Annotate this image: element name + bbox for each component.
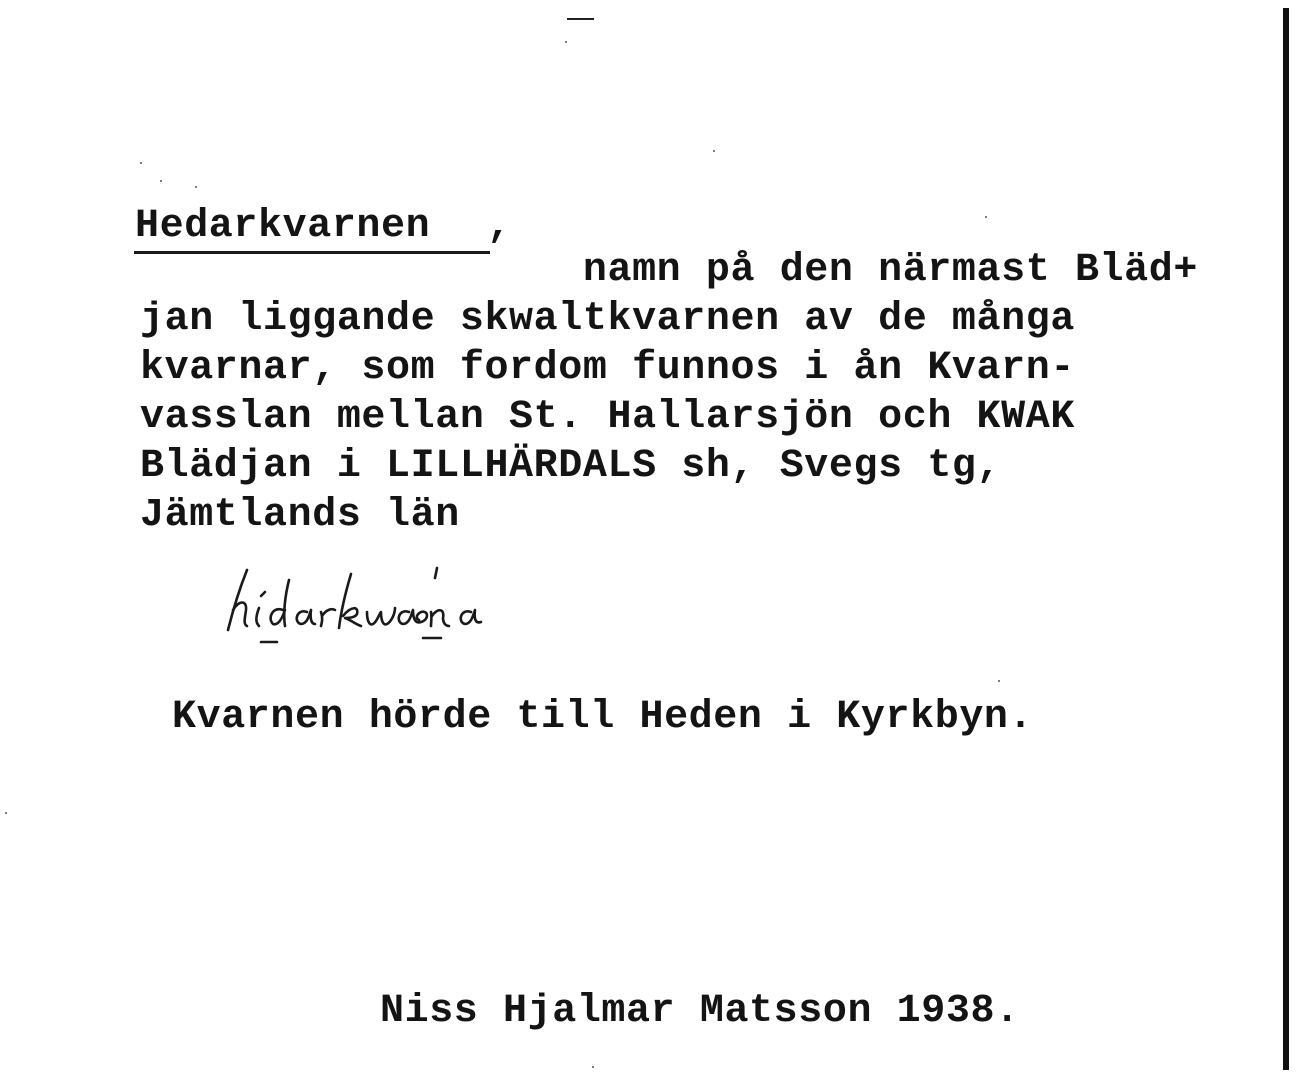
speck (5, 812, 7, 814)
statement-line: Kvarnen hörde till Heden i Kyrkbyn. (172, 695, 1034, 740)
top-mark (567, 18, 594, 20)
body-line: Blädjan i LILLHÄRDALS sh, Svegs tg, (140, 444, 1002, 489)
card-right-edge (1283, 8, 1289, 1070)
body-line: namn på den närmast Bläd+ (140, 248, 1198, 293)
body-line: Jämtlands län (140, 493, 460, 538)
speck (160, 180, 162, 182)
speck (985, 216, 987, 218)
signature: Niss Hjalmar Matsson 1938. (380, 989, 1020, 1034)
handwritten-pronunciation (225, 560, 625, 655)
card-heading: Hedarkvarnen (135, 204, 431, 249)
speck (713, 150, 715, 152)
speck (592, 1066, 594, 1068)
body-line: jan liggande skwaltkvarnen av de många (140, 297, 1075, 342)
body-line: vasslan mellan St. Hallarsjön och KWAK (140, 395, 1075, 440)
speck (565, 41, 567, 43)
card-heading-punctuation: , (487, 204, 512, 249)
speck (140, 162, 142, 164)
speck (998, 680, 1000, 682)
speck (195, 186, 197, 188)
body-line: kvarnar, som fordom funnos i ån Kvarn- (140, 346, 1075, 391)
